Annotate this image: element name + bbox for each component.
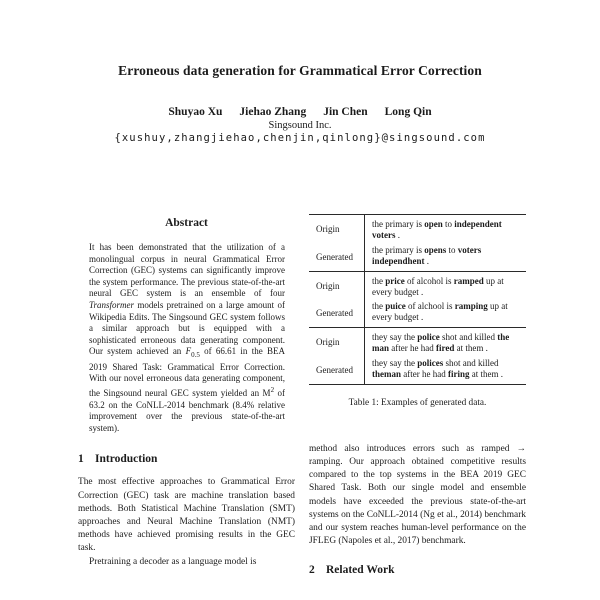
row-label: Generated bbox=[316, 364, 353, 375]
row-label: Generated bbox=[316, 251, 353, 262]
row-text: the price of alcohol is ramped up at every budget . bbox=[364, 272, 526, 300]
table-row bbox=[309, 243, 526, 271]
row-text: the primary is opens to voters independhent . bbox=[364, 243, 526, 271]
table-caption: Table 1: Examples of generated data. bbox=[348, 397, 487, 408]
section-number: 1 bbox=[78, 453, 84, 466]
row-label: Generated bbox=[316, 308, 353, 319]
authors-line bbox=[0, 106, 600, 118]
two-column-body bbox=[78, 211, 526, 587]
section-heading-related-work bbox=[309, 564, 526, 576]
author-name: Shuyao Xu bbox=[168, 106, 223, 118]
table-group bbox=[309, 328, 526, 384]
affiliation: Singsound Inc. bbox=[268, 120, 332, 131]
table-row bbox=[309, 356, 526, 384]
row-text: the primary is open to independent voters . bbox=[364, 215, 526, 243]
introduction-paragraph: The most effective approaches to Grammatical Error Correction (GEC) task are machine translation based methods. Both Statistical Machine Translation (SMT) approaches and Neural Machine Translation (NMT) methods have achieved promising results in the GEC task. bbox=[78, 477, 295, 554]
left-column bbox=[78, 211, 295, 587]
row-text: the puice of alchool is ramping up at every budget . bbox=[364, 299, 526, 327]
examples-table bbox=[309, 214, 526, 385]
section-number: 2 bbox=[309, 563, 315, 576]
results-paragraph: method also introduces errors such as ramped → ramping. Our approach obtained competitive results compared to the top systems in the BEA 2019 GEC Shared Task. Both our single model and ensemble models have exceeded the previous state-of-the-art systems on the CoNLL-2014 (Ng et al., 2014) benchmark and our system reaches human-level performance on the JFLEG (Napoles et al., 2017) benchmark. bbox=[309, 443, 526, 547]
table-row bbox=[309, 328, 526, 356]
email-line: {xushuy,zhangjiehao,chenjin,qinlong}@singsound.com bbox=[114, 132, 486, 144]
author-name: Jiehao Zhang bbox=[239, 106, 307, 118]
paper-title: Erroneous data generation for Grammatical Error Correction bbox=[118, 63, 482, 78]
abstract-heading: Abstract bbox=[165, 217, 208, 229]
row-label: Origin bbox=[316, 280, 340, 291]
table-row bbox=[309, 215, 526, 243]
row-label: Origin bbox=[316, 223, 340, 234]
section-title: Related Work bbox=[326, 563, 395, 576]
abstract-body: It has been demonstrated that the utilization of a monolingual corpus in neural Grammatical Error Correction (GEC) systems can significantly improve the system performance. The previous state-of-the-art neural GEC system is an ensemble of four Transformer models pretrained on a large amount of Wikipedia Edits. The Singsound GEC system follows a similar approach but is equipped with a sophisticated erroneous data generating component. Our system achieved an $F_{0.5}$ of 66.61 in the BEA 2019 Shared Task: Grammatical Error Correction. With our novel erroneous data generating component, the Singsound neural GEC system yielded an $M^2$ of 63.2 on the CoNLL-2014 benchmark (8.4% relative improvement over the previous state-of-the-art system). bbox=[89, 242, 285, 433]
table-row bbox=[309, 272, 526, 300]
author-name: Jin Chen bbox=[323, 106, 368, 118]
section-heading-introduction bbox=[78, 453, 295, 465]
row-text: they say the police shot and killed the man after he had fired at them . bbox=[364, 328, 526, 356]
table-group bbox=[309, 272, 526, 329]
table-group bbox=[309, 215, 526, 272]
row-label: Origin bbox=[316, 337, 340, 348]
introduction-paragraph: Pretraining a decoder as a language model is bbox=[89, 556, 257, 567]
right-column bbox=[309, 211, 526, 587]
table-row bbox=[309, 299, 526, 327]
section-title: Introduction bbox=[95, 453, 158, 466]
row-text: they say the polices shot and killed theman after he had firing at them . bbox=[364, 356, 526, 384]
author-name: Long Qin bbox=[384, 106, 432, 118]
